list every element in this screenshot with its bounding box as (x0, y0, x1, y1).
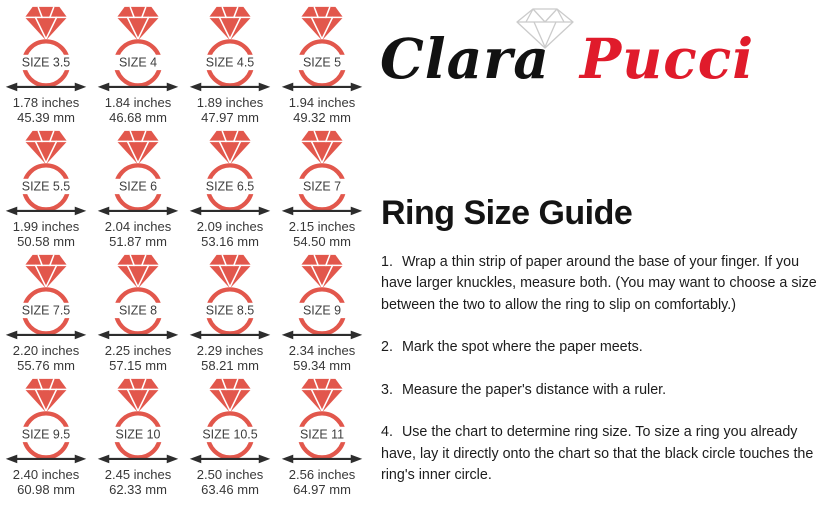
ring-size-label: SIZE 8.5 (205, 303, 255, 318)
ring-size-label: SIZE 9.5 (21, 427, 71, 442)
ring-icon (2, 4, 90, 96)
ring-size-label: SIZE 6.5 (205, 179, 255, 194)
ring-size-cell (277, 4, 367, 128)
ring-icon (94, 4, 182, 96)
diameter-mm: 57.15 mm (109, 357, 167, 373)
ring-size-cell (185, 128, 275, 252)
ring-size-cell (1, 4, 91, 128)
ring-icon (186, 4, 274, 96)
step-text: Mark the spot where the paper meets. (401, 339, 643, 356)
ring-size-cell (185, 4, 275, 128)
diameter-mm: 60.98 mm (17, 481, 75, 497)
step-text: Measure the paper's distance with a ruler. (401, 381, 667, 398)
ring-icon (278, 376, 366, 468)
guide-title: Ring Size Guide (381, 194, 633, 232)
ring-icon (278, 4, 366, 96)
ring-size-cell (185, 376, 275, 500)
ring-icon (94, 128, 182, 220)
ring-size-cell (1, 376, 91, 500)
instruction-step-3 (381, 380, 833, 401)
ring-size-label: SIZE 5.5 (21, 179, 71, 194)
diameter-inches: 1.99 inches (12, 219, 80, 234)
diameter-mm: 53.16 mm (201, 233, 259, 249)
step-text: Wrap a thin strip of paper around the base of your finger. If you have larger knuckles, measure both. (You may want to choose a size between the two to allow the ring to slip on comfortably.) (381, 254, 817, 313)
ring-size-label: SIZE 4 (118, 55, 158, 70)
diameter-inches: 2.15 inches (288, 219, 356, 234)
ring-size-cell (93, 4, 183, 128)
diameter-inches: 2.25 inches (104, 343, 172, 358)
ring-icon (278, 252, 366, 344)
diameter-mm: 63.46 mm (201, 481, 259, 497)
ring-icon (2, 252, 90, 344)
step-number: 1. (381, 254, 393, 270)
ring-size-label: SIZE 4.5 (205, 55, 255, 70)
ring-icon (2, 376, 90, 468)
ring-size-grid (1, 4, 367, 500)
ring-size-label: SIZE 10 (115, 427, 161, 442)
step-number: 3. (381, 381, 393, 398)
ring-icon (186, 252, 274, 344)
ring-size-cell (93, 128, 183, 252)
brand-name-second: Pucci (579, 26, 755, 91)
brand-wordmark (380, 26, 754, 91)
ring-size-cell (277, 376, 367, 500)
diameter-mm: 51.87 mm (109, 233, 167, 249)
ring-icon (94, 376, 182, 468)
diameter-inches: 2.34 inches (288, 343, 356, 358)
diameter-mm: 59.34 mm (293, 357, 351, 373)
ring-icon (186, 128, 274, 220)
diameter-inches: 1.78 inches (12, 95, 80, 110)
ring-size-cell (93, 252, 183, 376)
diameter-inches: 1.94 inches (288, 95, 356, 110)
diameter-inches: 2.56 inches (288, 467, 356, 482)
diameter-mm: 55.76 mm (17, 357, 75, 373)
diameter-inches: 2.45 inches (104, 467, 172, 482)
diameter-mm: 47.97 mm (201, 109, 259, 125)
diameter-inches: 1.89 inches (196, 95, 264, 110)
step-number: 2. (381, 339, 393, 356)
diameter-inches: 2.40 inches (12, 467, 80, 482)
diameter-mm: 54.50 mm (293, 233, 351, 249)
diameter-mm: 46.68 mm (109, 109, 167, 125)
ring-size-cell (277, 252, 367, 376)
diameter-inches: 2.09 inches (196, 219, 264, 234)
diameter-mm: 50.58 mm (17, 233, 75, 249)
ring-icon (94, 252, 182, 344)
diameter-mm: 58.21 mm (201, 357, 259, 373)
ring-size-label: SIZE 6 (118, 179, 158, 194)
diameter-inches: 2.20 inches (12, 343, 80, 358)
brand-logo (380, 8, 836, 103)
ring-icon (2, 128, 90, 220)
ring-size-label: SIZE 8 (118, 303, 158, 318)
diameter-inches: 2.50 inches (196, 467, 264, 482)
ring-size-label: SIZE 3.5 (21, 55, 71, 70)
ring-icon (186, 376, 274, 468)
instruction-step-4 (381, 422, 833, 486)
diameter-mm: 62.33 mm (109, 481, 167, 497)
ring-size-cell (93, 376, 183, 500)
ring-size-label: SIZE 7 (302, 179, 342, 194)
ring-size-label: SIZE 11 (299, 427, 345, 442)
brand-name-first: Clara (380, 26, 550, 91)
step-number: 4. (381, 424, 393, 441)
ring-size-label: SIZE 10.5 (202, 427, 258, 442)
ring-size-cell (185, 252, 275, 376)
instruction-step-1 (381, 252, 833, 316)
ring-size-label: SIZE 7.5 (21, 303, 71, 318)
diameter-mm: 64.97 mm (293, 481, 351, 497)
instructions-list (381, 252, 833, 508)
diameter-inches: 2.04 inches (104, 219, 172, 234)
ring-size-label: SIZE 5 (302, 55, 342, 70)
ring-size-label: SIZE 9 (302, 303, 342, 318)
ring-size-cell (1, 128, 91, 252)
diameter-inches: 2.29 inches (196, 343, 264, 358)
diameter-mm: 45.39 mm (17, 109, 75, 125)
step-text: Use the chart to determine ring size. To size a ring you already have, lay it directly onto the chart so that the black circle touches the ring's inner circle. (381, 424, 814, 484)
instruction-step-2 (381, 337, 833, 358)
diameter-mm: 49.32 mm (293, 109, 351, 125)
ring-icon (278, 128, 366, 220)
diameter-inches: 1.84 inches (104, 95, 172, 110)
ring-size-cell (1, 252, 91, 376)
ring-size-cell (277, 128, 367, 252)
